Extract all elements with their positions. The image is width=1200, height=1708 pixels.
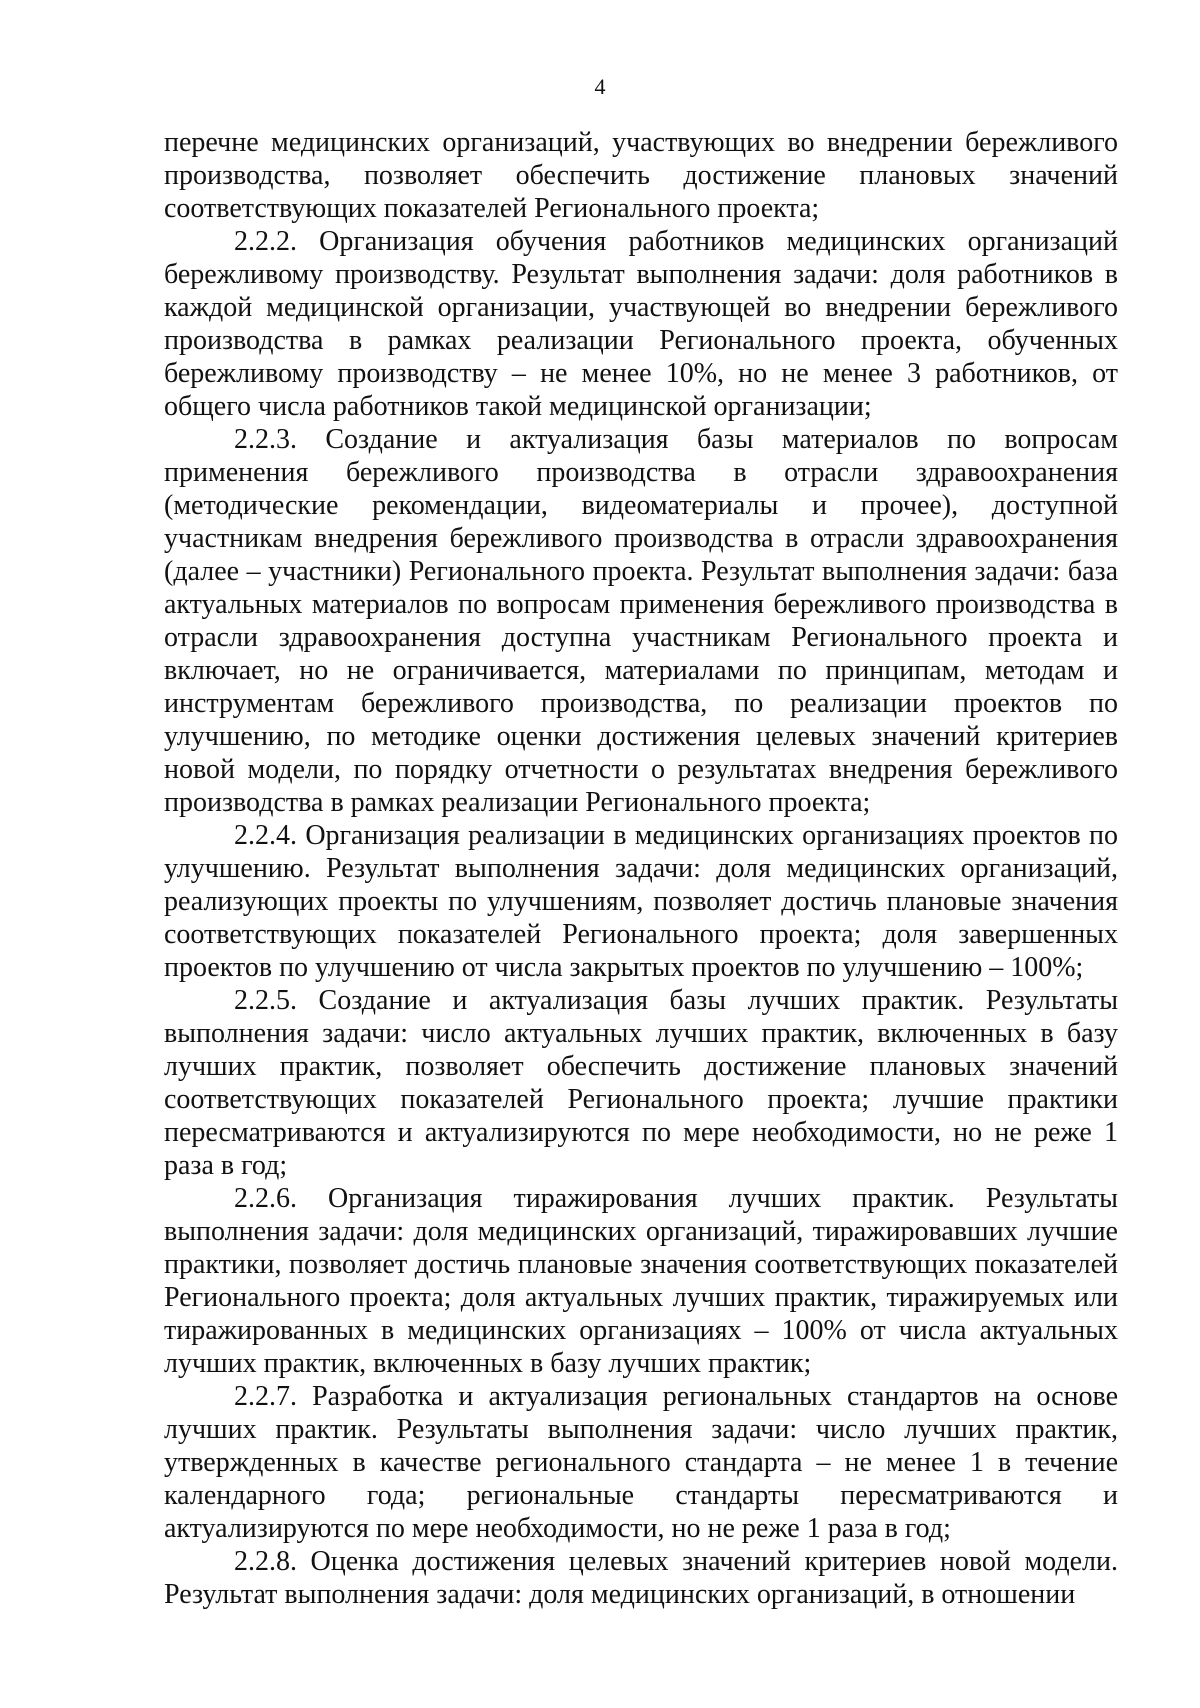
paragraph-2-2-3: 2.2.3. Создание и актуализация базы материалов по вопросам применения бережливого производства в отрасли здравоохранения (методические рекомендации, видеоматериалы и прочее), доступной участникам внедрения бережливого производства в отрасли здравоохранения (далее – участники) Регионального проекта. Результат выполнения задачи: база актуальных материалов по вопросам применения бережливого производства в отрасли здравоохранения доступна участникам Регионального проекта и включает, но не ограничивается, материалами по принципам, методам и инструментам бережливого производства, по реализации проектов по улучшению, по методике оценки достижения целевых значений критериев новой модели, по порядку отчетности о результатах внедрения бережливого производства в рамках реализации Регионального проекта;	[164, 424, 1118, 818]
paragraph-2-2-2: 2.2.2. Организация обучения работников медицинских организаций бережливому производству. Результат выполнения задачи: доля работников в каждой медицинской организации, участвующей во внедрении бережливого производства в рамках реализации Регионального проекта, обученных бережливому производству – не менее 10%, но не менее 3 работников, от общего числа работников такой медицинской организации;	[164, 226, 1118, 422]
page-number: 4	[594, 74, 606, 99]
paragraph-2-2-5: 2.2.5. Создание и актуализация базы лучших практик. Результаты выполнения задачи: число актуальных лучших практик, включенных в базу лучших практик, позволяет обеспечить достижение плановых значений соответствующих показателей Регионального проекта; лучшие практики пересматриваются и актуализируются по мере необходимости, но не реже 1 раза в год;	[164, 985, 1118, 1181]
document-body	[164, 126, 1118, 1611]
paragraph-2-2-6: 2.2.6. Организация тиражирования лучших практик. Результаты выполнения задачи: доля медицинских организаций, тиражировавших лучшие практики, позволяет достичь плановые значения соответствующих показателей Регионального проекта; доля актуальных лучших практик, тиражируемых или тиражированных в медицинских организациях – 100% от числа актуальных лучших практик, включенных в базу лучших практик;	[164, 1183, 1118, 1379]
paragraph-2-2-4: 2.2.4. Организация реализации в медицинских организациях проектов по улучшению. Результат выполнения задачи: доля медицинских организаций, реализующих проекты по улучшениям, позволяет достичь плановые значения соответствующих показателей Регионального проекта; доля завершенных проектов по улучшению от числа закрытых проектов по улучшению – 100%;	[164, 820, 1118, 983]
paragraph-2-2-7: 2.2.7. Разработка и актуализация региональных стандартов на основе лучших практик. Результаты выполнения задачи: число лучших практик, утвержденных в качестве регионального стандарта – не менее 1 в течение календарного года; региональные стандарты пересматриваются и актуализируются по мере необходимости, но не реже 1 раза в год;	[164, 1381, 1118, 1544]
paragraph-2-2-8: 2.2.8. Оценка достижения целевых значений критериев новой модели. Результат выполнения задачи: доля медицинских организаций, в отношении	[164, 1546, 1118, 1610]
paragraph-continuation: перечне медицинских организаций, участвующих во внедрении бережливого производства, позволяет обеспечить достижение плановых значений соответствующих показателей Регионального проекта;	[164, 127, 1118, 224]
